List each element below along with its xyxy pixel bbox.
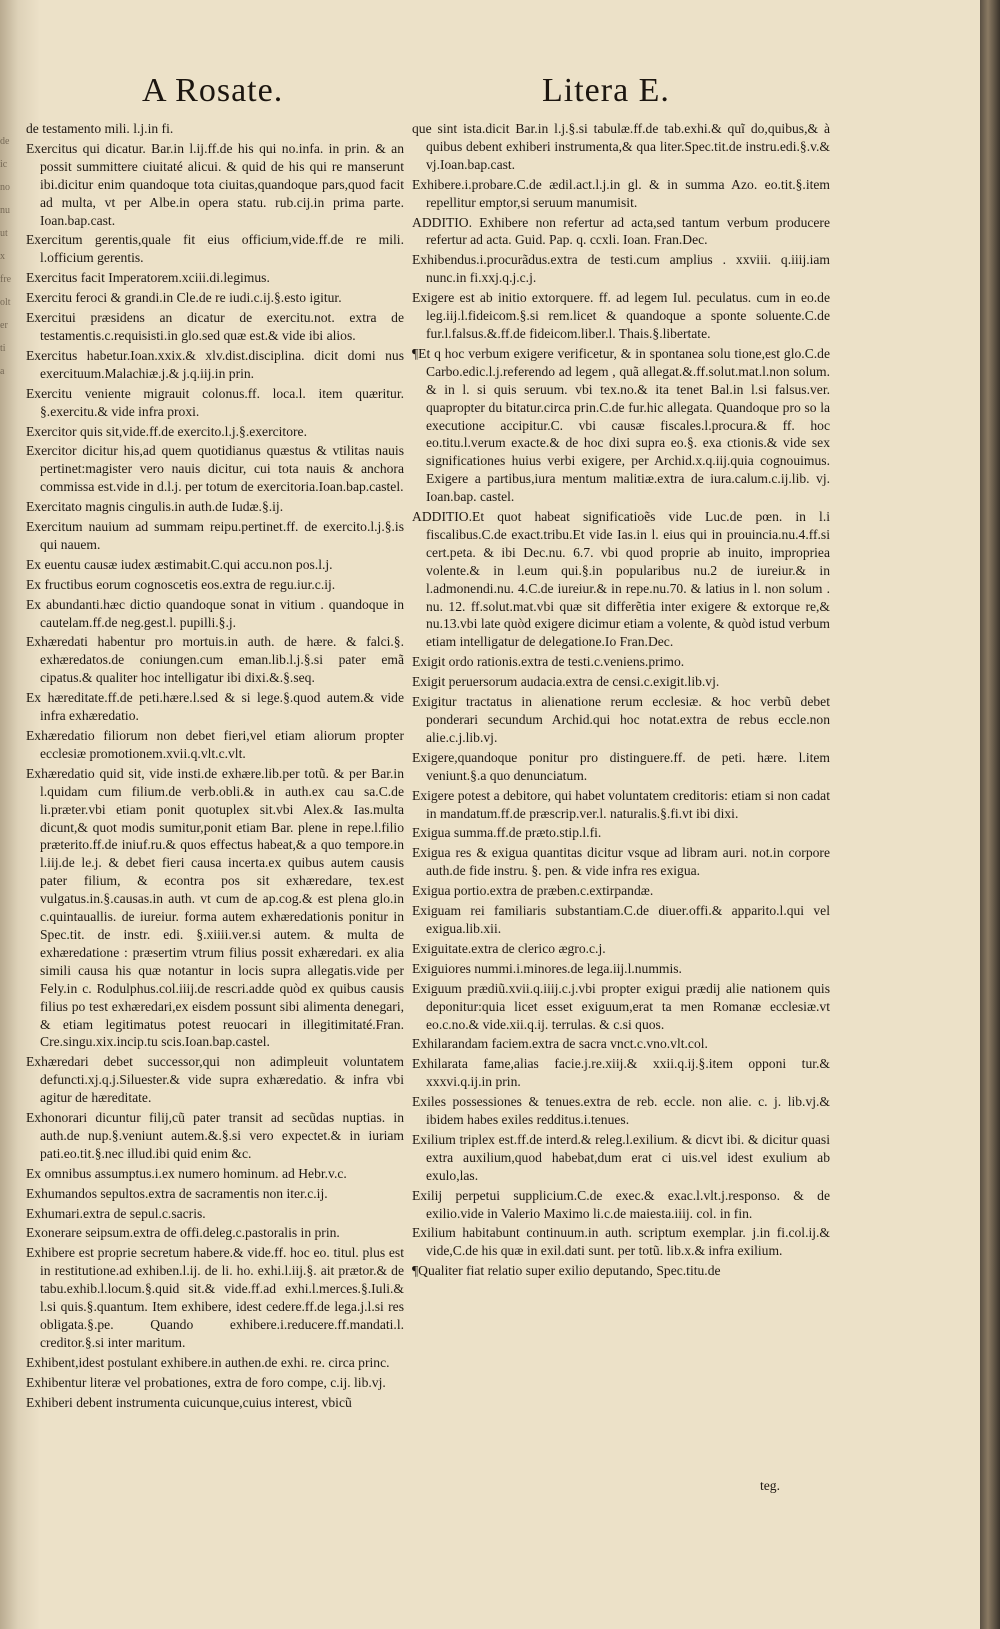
- gutter-fragment: ti: [0, 343, 6, 354]
- index-entry: Exhiberi debent instrumenta cuicunque,cuius interest, vbicũ: [26, 1394, 352, 1410]
- gutter-fragment: nu: [0, 205, 10, 216]
- index-entry: Ex euentu causæ iudex æstimabit.C.qui accu.non pos.l.j.: [26, 556, 333, 572]
- index-entry: Exercitus qui dicatur. Bar.in l.ij.ff.de his qui no.infa. in prin. & an possit summittere ciuitaté alicui. & quid de his qui re manserunt ibi.dicitur enim quandoque tota ciuitas,quandoque pars,quod facit ad multa, vt per Albe.in opera statu. rub.cij.in prima parte. Ioan.bap.cast.: [26, 140, 404, 228]
- index-entry: Exiles possessiones & tenues.extra de reb. eccle. non alie. c. j. lib.vj.& ibidem habes exiles redditus.i.tenues.: [412, 1094, 830, 1128]
- index-entry: Exhibere est proprie secretum habere.& vide.ff. hoc eo. titul. plus est in restitutione.ad exhiben.l.ij. de li. ho. exhi.l.iij.§. ait prætor.& de tabu.exhib.l.locum.§.quid sit.& vide.ff.ad exhi.l.merces.§.Iuli.& l.si quis.§.quantum. Item exhibere, idest cedere.ff.de lega.j.l.si res obligata.§.pe. Quando exhibere.i.reducere.ff.mandati.l. creditor.§.si inter maritum.: [26, 1245, 404, 1350]
- index-entry: Exigua res & exigua quantitas dicitur vsque ad libram auri. not.in corpore auth.de fide instru. §. pen. & vide infra res exigua.: [412, 845, 830, 879]
- running-head-left: A Rosate.: [142, 72, 284, 109]
- index-entry: Ex omnibus assumptus.i.ex numero hominum. ad Hebr.v.c.: [26, 1165, 347, 1181]
- index-entry: Exercitus facit Imperatorem.xciii.di.legimus.: [26, 270, 270, 286]
- index-entry: Exonerare seipsum.extra de offi.deleg.c.pastoralis in prin.: [26, 1225, 340, 1241]
- index-entry: Exigit ordo rationis.extra de testi.c.veniens.primo.: [412, 654, 685, 670]
- index-entry: Exercitus habetur.Ioan.xxix.& xlv.dist.disciplina. dicit domi nus exercituum.Malachiæ.j.& j.q.iij.in prin.: [26, 347, 404, 381]
- index-entry: Exilium habitabunt continuum.in auth. scriptum exemplar. j.in fi.col.ij.& vide,C.de his quæ in exil.dati sunt. per totũ. lib.x.& infra exilium.: [412, 1225, 830, 1259]
- index-entry: Exigua summa.ff.de præto.stip.l.fi.: [412, 825, 602, 841]
- index-entry: Exhæredari debet successor,qui non adimpleuit voluntatem defuncti.xj.q.j.Siluester.& vide supra exhæredatio. & infra vbi agitur de hæreditate.: [26, 1054, 404, 1106]
- index-entry: Exhæredatio quid sit, vide insti.de exhære.lib.per totũ. & per Bar.in l.quidam cum filium.de verb.obli.& in auth.ex cau sa.C.de li.præter.vbi etiam ponit quotuplex sit.vbi Alex.& Ias.multa dicunt,& quot modis sumitur,ponit etiam Bar. plene in repe.l.filio præterito.ff.de iniuf.ru.& quos effectus habeat,& a quo tempore.in l.iij.de le.j. & debet fieri causa incerta.ex quibus autem causis pater filium, & econtra pos sit exhæredare, tex.est vulgatus.in.§.causas.in auth. vt cum de ap.cog.& est plena glo.in c.quintauallis. de iureiur. forma autem exhæredationis ponitur in Spec.tit. de instr. edi. §.xiiii.ver.si autem. & multa de exhæredatione : præsertim vtrum filius possit exhæredari. ex alia simili causa his quæ notantur in locis supra allegatis.vide per Fely.in c. Rodulphus.col.iiij.de rescri.adde quòd ex quibus causis filius po test exhæredari,ex eisdem possunt sibi alimenta denegari, & etiam legitimatus potest reuocari in illegitimitaté.Fran. Cre.singu.xix.incip.tu scis.Ioan.bap.castel.: [26, 765, 404, 1050]
- index-entry: Exhibendus.i.procurãdus.extra de testi.cum amplius . xxviii. q.iiij.iam nunc.in fi.xxj.q.j.c.j.: [412, 252, 830, 286]
- index-entry: Exercitu feroci & grandi.in Cle.de re iudi.c.ij.§.esto igitur.: [26, 290, 342, 306]
- index-entry: Ex fructibus eorum cognoscetis eos.extra de regu.iur.c.ij.: [26, 576, 336, 592]
- index-entry: Exhonorari dicuntur filij,cũ pater transit ad secũdas nuptias. in auth.de nup.§.veniunt autem.&.§.si vero expectet.& in iuriam pati.eo.tit.§.nec illud.ibi quid enim &c.: [26, 1110, 404, 1161]
- index-entry: Exiguum prædiũ.xvii.q.iiij.c.j.vbi propter exigui prædij alie nationem quis deponitur:quia licet esset exiguum,erat ta men Romanæ ecclesiæ.vt eo.c.no.& vide.xii.q.ij. terrulas. & c.si quos.: [412, 980, 830, 1032]
- page-edge: [980, 0, 1000, 1629]
- index-entry: Exercitato magnis cingulis.in auth.de Iudæ.§.ij.: [26, 499, 284, 515]
- index-entry: Exilium triplex est.ff.de interd.& releg.l.exilium. & dicvt ibi. & dicitur quasi extra auxilium,quod habebat,dum erat ci uis.vel idest exulium ab exulo,las.: [412, 1131, 830, 1183]
- index-entry: Exercitum gerentis,quale fit eius officium,vide.ff.de re mili. l.officium gerentis.: [26, 232, 404, 266]
- adjacent-page-gutter: [0, 130, 24, 1480]
- index-entry: Exhumari.extra de sepul.c.sacris.: [26, 1205, 206, 1221]
- index-entry: Exhæredatio filiorum non debet fieri,vel etiam aliorum propter ecclesiæ promotionem.xvii.q.vlt.c.vlt.: [26, 728, 404, 761]
- index-entry: Exhibent,idest postulant exhibere.in authen.de exhi. re. circa princ.: [26, 1354, 390, 1370]
- left-column: [26, 120, 404, 1414]
- index-entry: Ex hæreditate.ff.de peti.hære.l.sed & si lege.§.quod autem.& vide infra exhæredatio.: [26, 690, 404, 724]
- index-entry: Exercitor quis sit,vide.ff.de exercito.l.j.§.exercitore.: [26, 423, 307, 439]
- index-entry: Exhumandos sepultos.extra de sacramentis non iter.c.ij.: [26, 1185, 328, 1201]
- index-entry: ¶Et q hoc verbum exigere verificetur, & in spontanea solu tione,est glo.C.de Carbo.edic.l.j.referendo ad legem , quã allegat.&.ff.solut.mat.l.non solum. & in l. si quis seruum. vbi tex.no.& ita tenet Bal.in l.si falsus.ver. quapropter du bitatur.circa prin.C.de fur.hic allegata. Quandoque pro so la executione accipitur.C. vbi causæ fiscales.l.procura.& ff. hoc eo.titu.l.verum exacte.& de hoc dixi supra eo.§. exa ctionis.& vide sex significationes huius verbi exigere, per Archid.x.q.iij.quia cognouimus. Exigere a partibus,iura mentum malitiæ.extra de iura.calum.c.ij.lib. vj. Ioan.bap. castel.: [412, 345, 830, 505]
- index-entry: ADDITIO.Et quot habeat significatioẽs vide Luc.de pœn. in l.i fiscalibus.C.de exact.tribu.Et vide Ias.in l. eius qui in prouincia.nu.4.ff.si cert.peta. & ibi Dec.nu. 6.7. vbi quod proprie ab inuito, impropriea volente.& in l.eum qui.§.in popularibus nu.2 de iureiur.& in l.admonendi.nu. 4.C.de iureiur.& in repe.nu.70. & latius in l. non solum . nu. 12. ff.solut.mat.vbi quæ sit differẽtia inter exigere & extorque re,& nu.13.vbi late quòd exigere dicimur etiam a volente, & quòd istud verbum etiam intelligatur de delegatione.Io Fran.Dec.: [412, 509, 830, 650]
- gutter-fragment: fre: [0, 274, 12, 285]
- index-entry: Exigua portio.extra de præben.c.extirpandæ.: [412, 883, 654, 899]
- index-entry: Exigere est ab initio extorquere. ff. ad legem Iul. peculatus. cum in eo.de leg.iij.l.fideicom.§.si rem.licet & quandoque a sponte soluente.C.de fur.l.falsus.&.ff.de fideicom.liber.l. Thais.§.libertate.: [412, 290, 830, 341]
- index-entry: Exigitur tractatus in alienatione rerum ecclesiæ. & hoc verbũ debet ponderari secundum Archid.qui hoc notat.extra de rebus eccle.non alie.c.j.lib.vj.: [412, 694, 830, 745]
- catchword: teg.: [760, 1478, 781, 1493]
- gutter-fragment: er: [0, 320, 8, 331]
- index-entry: ¶Qualiter fiat relatio super exilio deputando, Spec.titu.de: [412, 1263, 721, 1279]
- gutter-fragment: ic: [0, 159, 8, 170]
- index-entry: Exigere,quandoque ponitur pro distinguere.ff. de peti. hære. l.item veniunt.§.a quo denunciatum.: [412, 749, 830, 783]
- index-entry: Ex abundanti.hæc dictio quandoque sonat in vitium . quandoque in cautelam.ff.de neg.gest.l. pupilli.§.j.: [26, 596, 404, 630]
- index-entry: Exhilarandam faciem.extra de sacra vnct.c.vno.vlt.col.: [412, 1036, 708, 1052]
- index-entry: Exiguiores nummi.i.minores.de lega.iij.l.nummis.: [412, 960, 682, 976]
- index-entry: Exiguam rei familiaris substantiam.C.de diuer.offi.& apparito.l.qui vel exigua.lib.xii.: [412, 903, 830, 936]
- index-entry: Exiguitate.extra de clerico ægro.c.j.: [412, 940, 606, 956]
- gutter-fragment: a: [0, 366, 5, 377]
- gutter-fragment: de: [0, 136, 10, 147]
- index-entry: Exilij perpetui supplicium.C.de exec.& exac.l.vlt.j.responso. & de exilio.vide in Valerio Maximo li.c.de maiesta.iiij. col. in fin.: [412, 1187, 830, 1221]
- index-entry: Exigit peruersorum audacia.extra de censi.c.exigit.lib.vj.: [412, 674, 720, 690]
- index-entry: que sint ista.dicit Bar.in l.j.§.si tabulæ.ff.de tab.exhi.& quĩ do,quibus,& à quibus debent exhiberi instrumenta,& qua liter.Spec.tit.de instru.edi.§.v.& vj.Ioan.bap.cast.: [412, 121, 830, 172]
- index-entry: Exercitum nauium ad summam reipu.pertinet.ff. de exercito.l.j.§.is qui nauem.: [26, 519, 404, 552]
- index-entry: Exhæredati habentur pro mortuis.in auth. de hære. & falci.§. exhæredatos.de coniungen.cum eman.lib.l.j.§.si pater emã cipatus.& qualiter hoc intelligatur ibi dixi.&.§.seq.: [26, 634, 404, 686]
- right-column: [412, 120, 830, 1282]
- gutter-fragment: olt: [0, 297, 11, 308]
- index-entry: Exhilarata fame,alias facie.j.re.xiij.& xxii.q.ij.§.item opponi tur.& xxxvi.q.ij.in prin.: [412, 1056, 830, 1090]
- running-head-right: Litera E.: [542, 72, 670, 109]
- index-entry: Exhibere.i.probare.C.de ædil.act.l.j.in gl. & in summa Azo. eo.tit.§.item repellitur emptor,si seruum manumisit.: [412, 176, 830, 210]
- gutter-fragment: no: [0, 182, 10, 193]
- index-entry: ADDITIO. Exhibere non refertur ad acta,sed tantum verbum producere refertur ad acta. Guid. Pap. q. ccxli. Ioan. Fran.Dec.: [412, 214, 830, 248]
- index-entry: Exhibentur literæ vel probationes, extra de foro compe, c.ij. lib.vj.: [26, 1374, 386, 1390]
- index-entry: de testamento mili. l.j.in fi.: [26, 121, 174, 136]
- index-entry: Exercitu veniente migrauit colonus.ff. loca.l. item quæritur. §.exercitu.& vide infra proxi.: [26, 385, 404, 419]
- gutter-fragment: x: [0, 251, 5, 262]
- index-entry: Exercitui præsidens an dicatur de exercitu.not. extra de testamentis.c.requisisti.in glo.sed quæ est.& vide ibi alios.: [26, 310, 404, 343]
- index-entry: Exigere potest a debitore, qui habet voluntatem creditoris: etiam si non cadat in mandatum.ff.de præscrip.ver.l. naturalis.§.fi.vt ibi dixi.: [412, 787, 830, 821]
- index-entry: Exercitor dicitur his,ad quem quotidianus quæstus & vtilitas nauis pertinet:magister vero nauis dicitur, cui tota nauis & anchora commissa est.vide in d.l.j. per totum de exercitoria.Ioan.bap.castel.: [26, 443, 404, 495]
- gutter-fragment: ut: [0, 228, 8, 239]
